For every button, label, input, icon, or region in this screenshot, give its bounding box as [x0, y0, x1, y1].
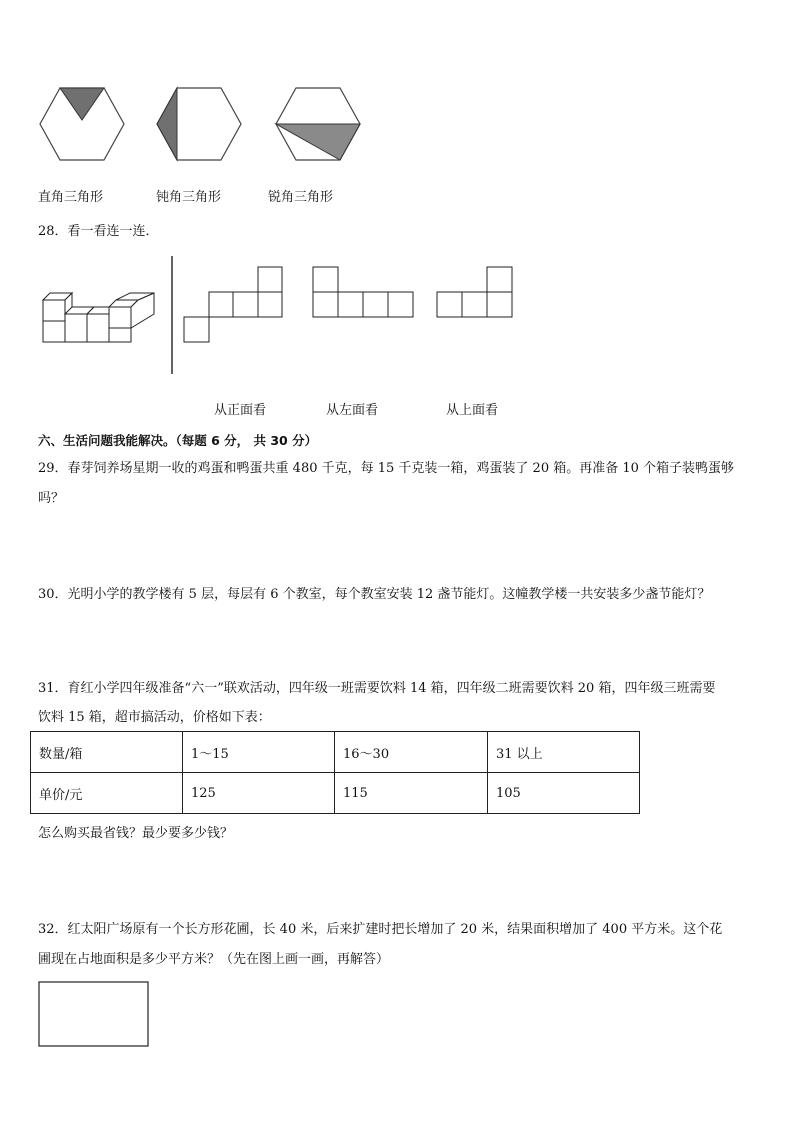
hexagon-figure-obtuse-triangle — [155, 86, 245, 162]
q31-line1: 31．育红小学四年级准备“六一”联欢活动，四年级一班需要饮料 14 箱，四年级二班需要饮料 20 箱，四年级三班需要 — [38, 681, 716, 696]
cube-solid-figure — [40, 290, 156, 346]
hexagon-figure-acute-triangle — [274, 86, 364, 162]
view-figure-3 — [436, 266, 516, 320]
q32-line2: 圃现在占地面积是多少平方米？（先在图上画一画，再解答） — [38, 952, 390, 967]
q29-line1: 29．春芽饲养场星期一收的鸡蛋和鸭蛋共重 480 千克，每 15 千克装一箱，鸡蛋装了 20 箱。再准备 10 个箱子装鸭蛋够 — [38, 461, 735, 476]
table-row — [31, 773, 640, 814]
table-cell: 16～30 — [335, 732, 488, 773]
table-cell: 数量/箱 — [31, 732, 183, 773]
q31-line2: 饮料 15 箱，超市搞活动，价格如下表： — [38, 710, 271, 725]
price-table — [30, 731, 640, 814]
table-cell: 31 以上 — [488, 732, 640, 773]
q28-title: 28．看一看连一连． — [38, 224, 159, 239]
flowerbed-rectangle — [38, 981, 150, 1049]
q32-line1: 32．红太阳广场原有一个长方形花圃，长 40 米，后来扩建时把长增加了 20 米，结果面积增加了 400 平方米。这个花 — [38, 922, 723, 937]
table-cell: 105 — [488, 773, 640, 814]
q30-line1: 30．光明小学的教学楼有 5 层，每层有 6 个教室，每个教室安装 12 盏节能灯。这幢教学楼一共安装多少盏节能灯？ — [38, 587, 711, 602]
table-row — [31, 732, 640, 773]
table-cell: 125 — [183, 773, 335, 814]
hexagon-figure-right-triangle — [38, 86, 128, 162]
table-cell: 1～15 — [183, 732, 335, 773]
vertical-divider — [170, 256, 174, 376]
table-cell: 单价/元 — [31, 773, 183, 814]
view-figure-2 — [312, 266, 416, 320]
triangle-label-right: 直角三角形 — [38, 190, 104, 205]
q31-question: 怎么购买最省钱？最少要多少钱？ — [38, 826, 234, 841]
view-label-front: 从正面看 — [214, 403, 267, 418]
view-figure-1 — [183, 266, 285, 344]
view-label-top: 从上面看 — [446, 403, 499, 418]
view-label-left: 从左面看 — [326, 403, 379, 418]
section-heading: 六、生活问题我能解决。（每题 6 分， 共 30 分） — [38, 433, 318, 448]
triangle-label-obtuse: 钝角三角形 — [156, 190, 222, 205]
table-cell: 115 — [335, 773, 488, 814]
q29-line2: 吗？ — [38, 491, 65, 506]
triangle-label-acute: 锐角三角形 — [268, 190, 334, 205]
